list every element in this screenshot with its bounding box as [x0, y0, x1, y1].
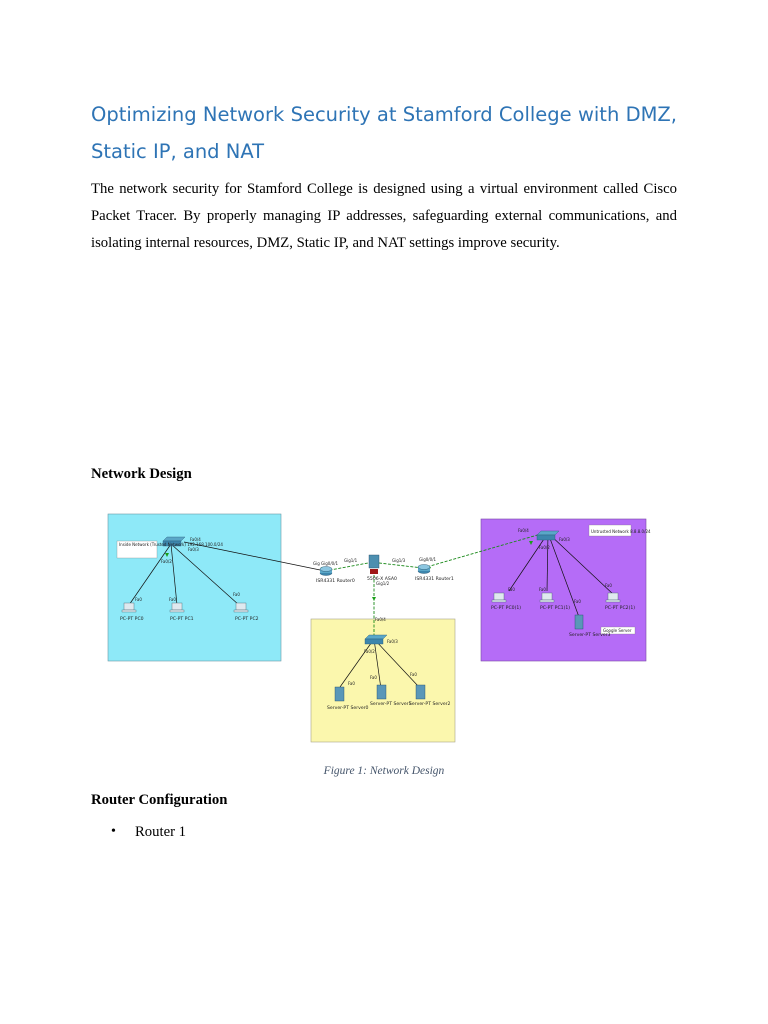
bullet-list: [111, 821, 186, 843]
port-fa0-o3: Fa0: [605, 583, 612, 588]
pc1-icon[interactable]: [170, 603, 184, 612]
label-pc-out-2: PC-PT PC2(1): [605, 606, 636, 611]
label-pc2: PC-PT PC2: [235, 617, 259, 622]
server2-icon[interactable]: [416, 685, 425, 699]
port-gig13: Gig1/3: [392, 558, 406, 563]
port-fa0-o2: Fa0: [574, 599, 581, 604]
port-fa03-in: Fa0/3: [188, 547, 199, 552]
port-fa03-dmz: Fa0/3: [387, 639, 398, 644]
port-fa02-out: Fa0/2: [539, 545, 550, 550]
server3-icon[interactable]: [575, 615, 583, 629]
list-item: [111, 821, 186, 843]
port-fa02-in: Fa0/2: [161, 559, 172, 564]
port-fa0-s0: Fa0: [348, 681, 355, 686]
router0-icon[interactable]: [320, 567, 332, 576]
port-fa0-o0: Fa0: [508, 587, 515, 592]
network-diagram-figure: [89, 497, 679, 756]
port-fa0-s2: Fa0: [410, 672, 417, 677]
label-server1: Server-PT Server1: [370, 702, 412, 707]
port-fa04-dmz: Fa0/4: [375, 617, 386, 622]
port-gig-r1: Gig0/0/1: [419, 557, 437, 562]
label-pc1: PC-PT PC1: [170, 617, 194, 622]
router1-icon[interactable]: [418, 565, 430, 574]
google-server-note: Google Server: [603, 628, 632, 633]
port-gig12: Gig1/2: [376, 581, 390, 586]
port-gig11: Gig1/1: [344, 558, 358, 563]
label-pc-out-1: PC-PT PC1(1): [540, 606, 571, 611]
pc0-icon[interactable]: [122, 603, 136, 612]
pc-out-1-icon[interactable]: [540, 593, 554, 602]
port-fa0-s1: Fa0: [370, 675, 377, 680]
port-fa0-pc0: Fa0: [135, 597, 142, 602]
port-fa0-pc2: Fa0: [233, 592, 240, 597]
port-fa04-out: Fa0/4: [518, 528, 529, 533]
network-topology-diagram: [89, 497, 679, 756]
label-server2: Server-PT Server2: [409, 702, 451, 707]
pc2-icon[interactable]: [234, 603, 248, 612]
port-fa02-dmz: Fa0/2: [364, 649, 375, 654]
pc-out-2-icon[interactable]: [606, 593, 620, 602]
label-pc-out-0: PC-PT PC0(1): [491, 606, 522, 611]
label-router1: ISR4331 Router1: [415, 577, 454, 582]
bullet-icon: •: [111, 824, 116, 839]
label-asa: 5506-X ASA0: [367, 577, 397, 582]
port-fa03-out: Fa0/3: [559, 537, 570, 542]
port-fa04-in: Fa0/4: [190, 537, 201, 542]
label-pc0: PC-PT PC0: [120, 617, 144, 622]
label-server0: Server-PT Server0: [327, 706, 369, 711]
server0-icon[interactable]: [335, 687, 344, 701]
port-fa0-pc1: Fa0: [169, 597, 176, 602]
list-item-label: Router 1: [135, 824, 186, 840]
document-title: Optimizing Network Security at Stamford College with DMZ, Static IP, and NAT: [91, 103, 677, 163]
label-server3: Server-PT Server3: [569, 633, 611, 638]
port-gig-r0: Gig Gig0/0/1: [313, 561, 339, 566]
server1-icon[interactable]: [377, 685, 386, 699]
section-heading-network-design: Network Design: [91, 466, 192, 482]
asa-firewall-icon[interactable]: [369, 555, 379, 574]
outside-network-note: Untrusted Network 8.8.8.0/24: [591, 529, 651, 534]
figure-caption: Figure 1: Network Design: [323, 765, 445, 777]
label-router0: ISR4331 Router0: [316, 579, 355, 584]
pc-out-0-icon[interactable]: [492, 593, 506, 602]
port-fa0-o1: Fa0: [539, 587, 546, 592]
section-heading-router-configuration: Router Configuration: [91, 792, 228, 808]
intro-paragraph: The network security for Stamford College is designed using a virtual environment called Cisco Packet Tracer. By properly managing IP addresses, safeguarding external communications, and isolating internal resources, DMZ, Static IP, and NAT settings improve security.: [91, 181, 677, 251]
inside-network-note: Inside Network (Trusted Network) 192.168.100.0/24: [119, 542, 223, 547]
